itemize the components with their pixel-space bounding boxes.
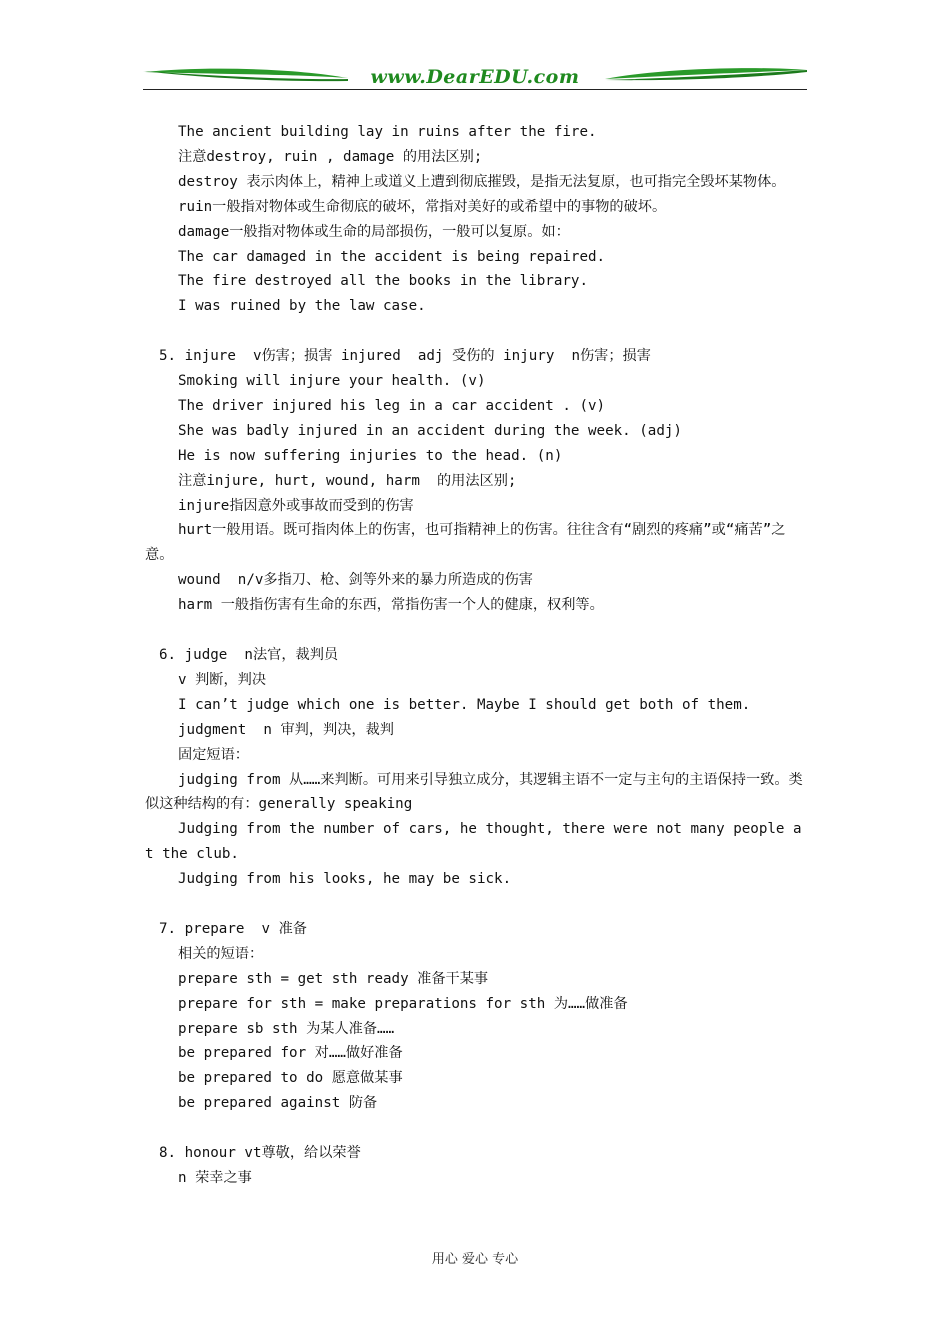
text-line: v 判断，判决 — [178, 671, 267, 688]
site-header — [143, 62, 807, 92]
text-line: prepare sb sth 为某人准备…… — [178, 1020, 395, 1037]
text-line: judgment n 审判，判决，裁判 — [178, 721, 394, 738]
text-line: He is now suffering injuries to the head. (n) — [178, 447, 563, 464]
text-line: The ancient building lay in ruins after the fire. — [178, 124, 597, 140]
text-line: judging from 从……来判断。可用来引导独立成分，其逻辑主语不一定与主句的主语保持一致。类似这种结构的有：generally speaking — [145, 771, 803, 813]
document-body — [145, 120, 809, 1191]
text-line: hurt一般用语。既可指肉体上的伤害，也可指精神上的伤害。往往含有“剧烈的疼痛”或“痛苦”之意。 — [145, 522, 786, 564]
header-divider — [143, 89, 807, 90]
text-line: damage一般指对物体或生命的局部损伤，一般可以复原。如： — [178, 223, 570, 240]
text-line: be prepared for 对……做好准备 — [178, 1045, 403, 1062]
text-line: Smoking will injure your health. (v) — [178, 373, 486, 390]
paragraph-spacer — [145, 1116, 809, 1141]
text-line: be prepared against 防备 — [178, 1095, 378, 1112]
section-heading: 5. injure v伤害；损害 injured adj 受伤的 injury n伤害；损害 — [159, 348, 651, 365]
paragraph-spacer — [145, 319, 809, 344]
text-line: prepare for sth = make preparations for sth 为……做准备 — [178, 995, 628, 1012]
section-heading: 6. judge n法官，裁判员 — [159, 647, 339, 663]
text-line: 固定短语： — [178, 746, 249, 763]
section-heading: 8. honour vt尊敬，给以荣誉 — [159, 1145, 361, 1162]
text-line: n 荣幸之事 — [178, 1170, 252, 1186]
text-line: harm 一般指伤害有生命的东西，常指伤害一个人的健康，权利等。 — [178, 597, 604, 614]
text-line: 相关的短语： — [178, 945, 264, 962]
text-line: prepare sth = get sth ready 准备干某事 — [178, 970, 489, 987]
text-line: ruin一般指对物体或生命彻底的破坏，常指对美好的或希望中的事物的破坏。 — [178, 198, 667, 215]
text-line: injure指因意外或事故而受到的伤害 — [178, 497, 414, 514]
text-line: She was badly injured in an accident during the week. (adj) — [178, 422, 682, 439]
text-line: be prepared to do 愿意做某事 — [178, 1070, 403, 1087]
site-logo[interactable]: www.DearEDU.com — [370, 66, 580, 88]
text-line: The car damaged in the accident is being repaired. — [178, 248, 606, 265]
text-line: Judging from the number of cars, he thought, there were not many people at the club. — [145, 821, 802, 863]
page-footer: 用心 爱心 专心 — [431, 1252, 519, 1267]
text-line: wound n/v多指刀、枪、剑等外来的暴力所造成的伤害 — [178, 572, 533, 589]
text-line: 注意destroy, ruin , damage 的用法区别; — [178, 148, 483, 165]
paragraph-spacer — [145, 618, 809, 643]
paragraph-spacer — [145, 892, 809, 917]
text-line: Judging from his looks, he may be sick. — [178, 871, 512, 888]
text-line: The driver injured his leg in a car accident . (v) — [178, 397, 606, 414]
text-line: I was ruined by the law case. — [178, 298, 426, 315]
text-line: I can’t judge which one is better. Maybe I should get both of them. — [178, 696, 751, 713]
text-line: destroy 表示肉体上，精神上或道义上遭到彻底摧毁，是指无法复原，也可指完全毁坏某物体。 — [178, 173, 786, 190]
text-line: The fire destroyed all the books in the library. — [178, 273, 588, 290]
text-line: 注意injure, hurt, wound, harm 的用法区别; — [178, 472, 517, 489]
section-heading: 7. prepare v 准备 — [159, 920, 307, 937]
